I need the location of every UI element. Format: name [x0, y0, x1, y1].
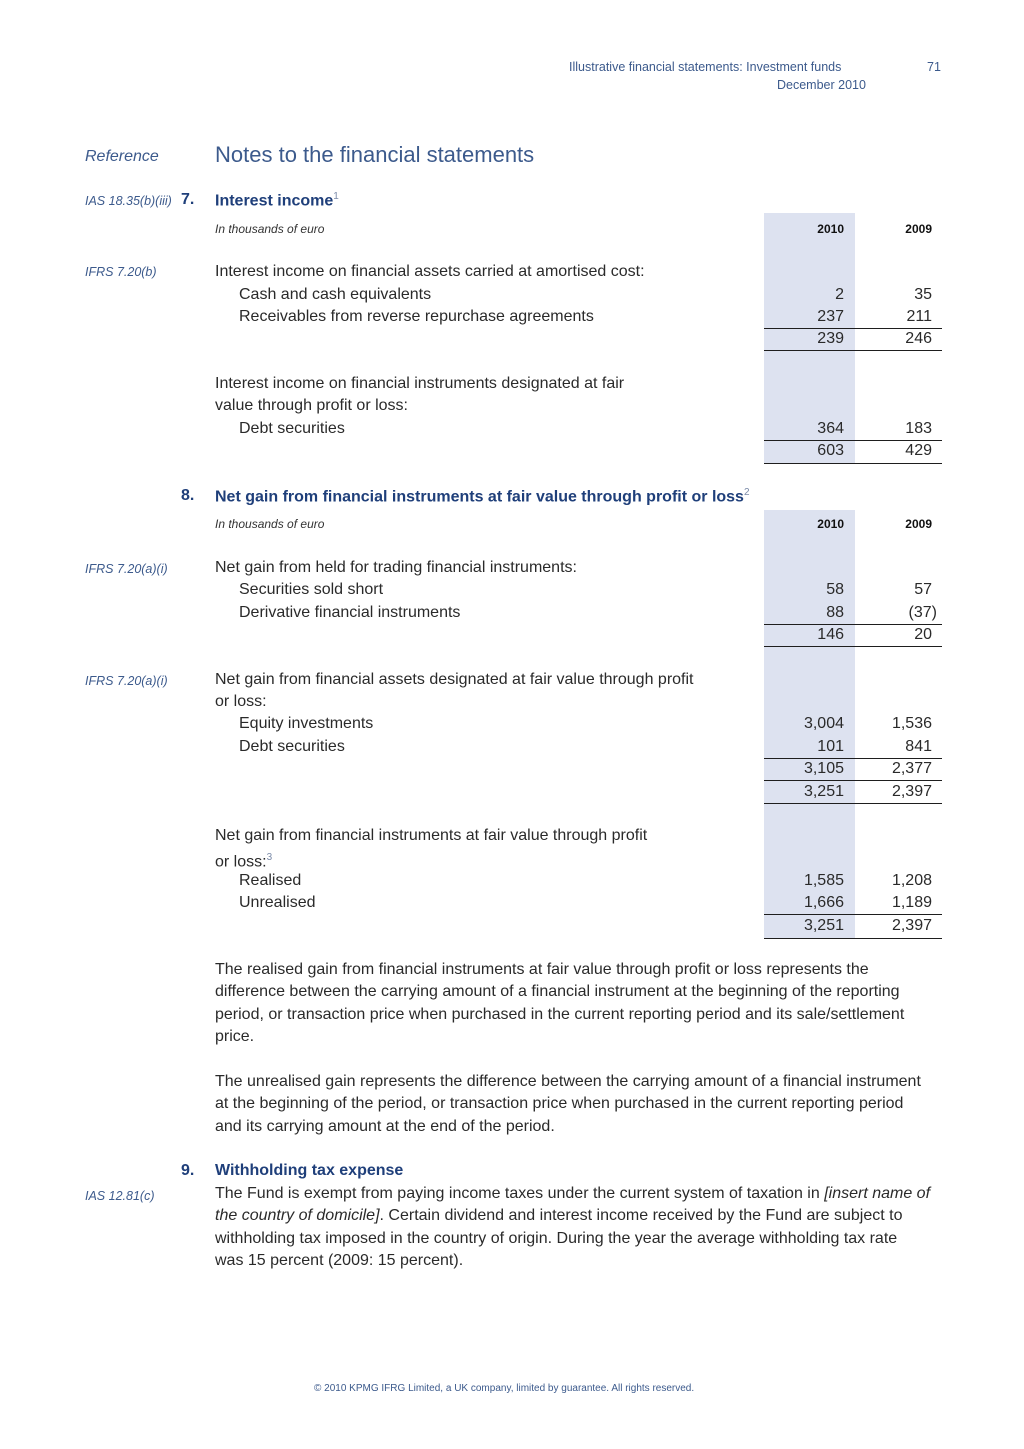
note8-group1-ref: IFRS 7.20(a)(i)	[85, 562, 168, 576]
table-cell-2010: 364	[817, 420, 844, 437]
table-cell-2010: 237	[817, 308, 844, 325]
note7-number: 7.	[181, 191, 195, 208]
note8-year-2009: 2009	[905, 517, 932, 531]
page-title: Notes to the financial statements	[215, 142, 535, 167]
note9-text-before: The Fund is exempt from paying income taxes under the current system of taxation in	[215, 1185, 825, 1202]
table-row-label: Debt securities	[239, 738, 345, 755]
note8-footnote: 2	[743, 487, 750, 498]
note7-group1-heading: Interest income on financial assets carried at amortised cost:	[215, 263, 645, 280]
subtotal-2010: 3,105	[803, 760, 844, 777]
note8-group2-ref: IFRS 7.20(a)(i)	[85, 674, 168, 688]
table-row-label: Securities sold short	[239, 581, 384, 598]
note8-group1-heading: Net gain from held for trading financial instruments:	[215, 559, 577, 576]
total-2009: 429	[905, 442, 932, 459]
note7-group2-heading: value through profit or loss:	[215, 397, 408, 414]
note7-title	[215, 191, 339, 210]
total-2010: 603	[817, 442, 844, 459]
page-number: 71	[927, 60, 941, 74]
table-row-label: Unrealised	[239, 894, 316, 911]
total-2009: 2,397	[891, 917, 932, 934]
subtotal-2009: 20	[914, 626, 932, 643]
note7-footnote: 1	[333, 191, 339, 202]
note7-title-text: Interest income	[215, 192, 334, 210]
note8-number: 8.	[181, 487, 195, 504]
table-row-label: Derivative financial instruments	[239, 604, 461, 621]
note9-text-after: . Certain dividend and interest income received by the Fund are subject to withholding tax imposed in the country of origin. During the year the average withholding tax rate was 15 percent (2009: 15 percent).	[215, 1207, 903, 1269]
note8-group2-heading: or loss:	[215, 693, 267, 710]
subtotal-2009: 2,377	[891, 760, 932, 777]
table-cell-2010: 3,004	[803, 715, 844, 732]
table-row-label: Cash and cash equivalents	[239, 286, 432, 303]
total-2010: 3,251	[803, 783, 844, 800]
table-cell-2009: 35	[914, 286, 932, 303]
rule	[764, 350, 942, 351]
note8-group3-footnote: 3	[266, 852, 273, 863]
rule	[764, 938, 942, 939]
table-cell-2010: 101	[817, 738, 844, 755]
table-row-label: Equity investments	[239, 715, 374, 732]
table-cell-2009: 841	[905, 738, 932, 755]
note8-units: In thousands of euro	[215, 517, 325, 531]
header-date: December 2010	[777, 78, 866, 92]
note8-group2-heading: Net gain from financial assets designated at fair value through profit	[215, 671, 694, 688]
table-cell-2010: 1,585	[803, 872, 844, 889]
table-cell-2009: (37)	[908, 604, 937, 621]
header-title: Illustrative financial statements: Investment funds	[569, 60, 842, 74]
table-cell-2009: 1,189	[891, 894, 932, 911]
table-cell-2010: 58	[826, 581, 844, 598]
table-cell-2010: 1,666	[803, 894, 844, 911]
note9-number: 9.	[181, 1162, 195, 1179]
note8-title-text: Net gain from financial instruments at fair value through profit or loss	[215, 488, 744, 506]
note7-units: In thousands of euro	[215, 222, 325, 236]
note8-paragraph-unrealised: The unrealised gain represents the difference between the carrying amount of a financial instrument at the beginning of the period, or transaction price when purchased in the current reporting period and its carrying amount at the end of the period.	[215, 1073, 921, 1135]
table-cell-2010: 88	[826, 604, 844, 621]
rule	[764, 463, 942, 464]
note9-ref: IAS 12.81(c)	[85, 1189, 155, 1203]
table-cell-2009: 183	[905, 420, 932, 437]
footer-copyright: © 2010 KPMG IFRG Limited, a UK company, limited by guarantee. All rights reserved.	[314, 1383, 695, 1394]
rule	[764, 803, 942, 804]
note7-year-2009: 2009	[905, 222, 932, 236]
total-2009: 2,397	[891, 783, 932, 800]
note9-title: Withholding tax expense	[215, 1162, 404, 1179]
subtotal-2010: 239	[817, 330, 844, 347]
rule	[764, 646, 942, 647]
table-row-label: Debt securities	[239, 420, 345, 437]
note8-title	[215, 487, 750, 506]
table-cell-2009: 1,208	[891, 872, 932, 889]
total-2010: 3,251	[803, 917, 844, 934]
note9-text-italic: [insert name of the country of domicile]	[215, 1185, 931, 1225]
note8-group3-heading-text: or loss:	[215, 853, 267, 871]
subtotal-2010: 146	[817, 626, 844, 643]
table-cell-2009: 1,536	[891, 715, 932, 732]
note7-group2-heading: Interest income on financial instruments designated at fair	[215, 375, 625, 392]
note8-group3-heading: Net gain from financial instruments at fair value through profit	[215, 827, 648, 844]
table-cell-2009: 211	[906, 308, 932, 325]
table-cell-2009: 57	[914, 581, 932, 598]
note8-year-2010: 2010	[817, 517, 844, 531]
subtotal-2009: 246	[905, 330, 932, 347]
note7-group1-ref: IFRS 7.20(b)	[85, 265, 157, 279]
reference-label: Reference	[85, 148, 159, 165]
table-cell-2010: 2	[835, 286, 844, 303]
note8-paragraph-realised: The realised gain from financial instruments at fair value through profit or loss represents the difference between the carrying amount of a financial instrument at the beginning of the reporting period, or transaction price when purchased in the current reporting period and its sale/settlement price.	[215, 961, 905, 1045]
table-row-label: Receivables from reverse repurchase agreements	[239, 308, 594, 325]
table-row-label: Realised	[239, 872, 302, 889]
note7-year-2010: 2010	[817, 222, 844, 236]
note9-paragraph	[215, 1183, 930, 1272]
note7-ref: IAS 18.35(b)(iii)	[85, 194, 172, 208]
